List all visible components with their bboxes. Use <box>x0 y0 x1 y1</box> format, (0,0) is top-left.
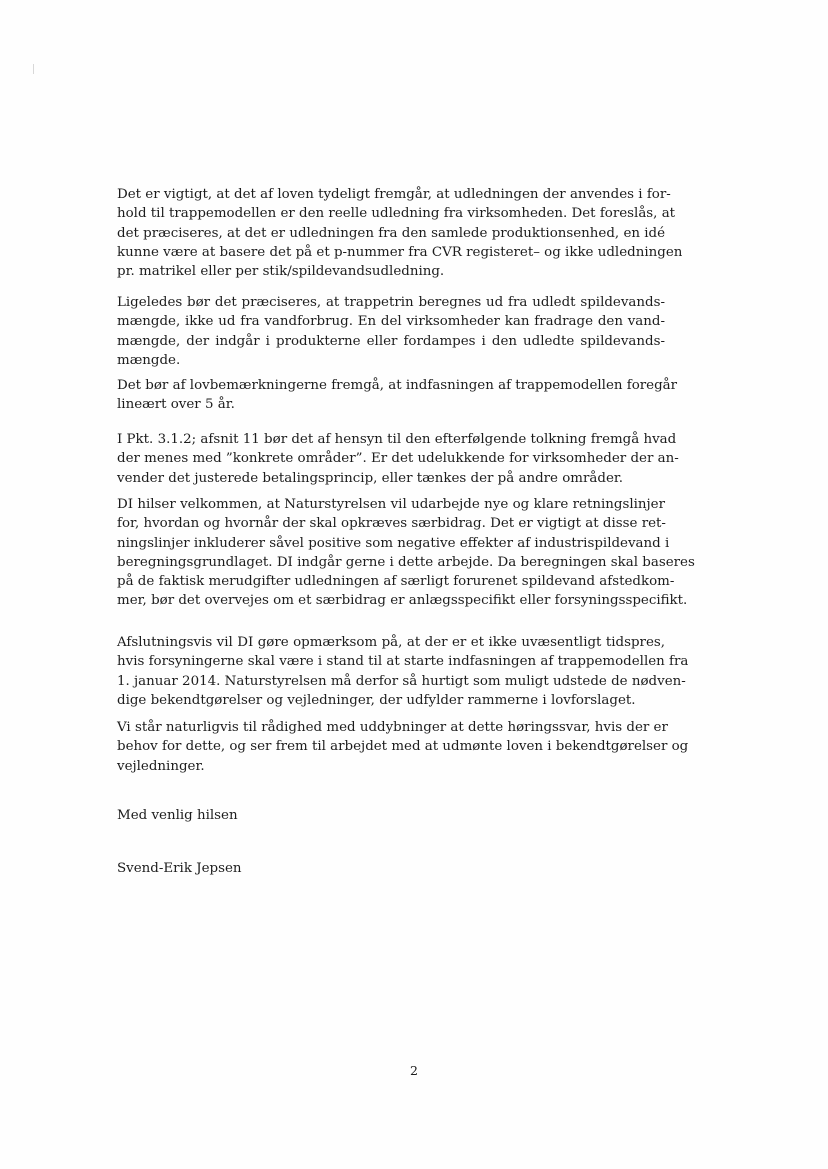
text-line: DI hilser velkommen, at Naturstyrelsen vil udarbejde nye og klare retningslinjer <box>117 497 665 512</box>
text-line: beregningsgrundlaget. DI indgår gerne i dette arbejde. Da beregningen skal baseres <box>117 554 695 570</box>
paragraph-specific-areas <box>117 430 679 488</box>
text-line: det præciseres, at det er udledningen fra den samlede produktionsenhed, en idé <box>117 225 666 241</box>
text-line: mængde, ikke ud fra vandforbrug. En del virksomheder kan fradrage den vand- <box>117 314 665 330</box>
text-line: ningslinjer inkluderer såvel positive som negative effekter af industrispildevand i <box>117 535 670 551</box>
signatory-name: Svend-Erik Jepsen <box>117 861 242 876</box>
text-line: Det er vigtigt, at det af loven tydeligt fremgår, at udledningen der anvendes i for- <box>117 187 671 202</box>
text-line: for, hvordan og hvornår der skal opkræves særbidrag. Det er vigtigt at disse ret- <box>117 516 666 532</box>
paragraph-availability <box>117 718 689 776</box>
text-line: mængde, der indgår i produkterne eller fordampes i den udledte spildevands- <box>117 333 665 349</box>
paragraph-special-contribution <box>117 495 695 611</box>
scan-artifact <box>33 64 34 74</box>
text-line: Det bør af lovbemærkningerne fremgå, at indfasningen af trappemodellen foregår <box>117 378 678 393</box>
text-line: pr. matrikel eller per stik/spildevandsudledning. <box>117 264 445 280</box>
text-line: I Pkt. 3.1.2; afsnit 11 bør det af hensyn til den efterfølgende tolkning fremgå hvad <box>117 432 677 447</box>
paragraph-discharge-definition <box>117 185 683 281</box>
text-line: hold til trappemodellen er den reelle udledning fra virksomheden. Det foreslås, at <box>117 206 676 222</box>
page-number: 2 <box>410 1063 418 1078</box>
text-line: behov for dette, og ser frem til arbejdet med at udmønte loven i bekendtgørelser og <box>117 739 689 755</box>
text-line: lineært over 5 år. <box>117 397 235 413</box>
text-line: på de faktisk merudgifter udledningen af særligt forurenet spildevand afstedkom- <box>117 574 675 590</box>
text-line: dige bekendtgørelser og vejledninger, der udfylder rammerne i lovforslaget. <box>117 692 636 708</box>
text-line: der menes med ”konkrete områder”. Er det udelukkende for virksomheder der an- <box>117 451 679 467</box>
text-line: vejledninger. <box>117 758 205 774</box>
text-line: 1. januar 2014. Naturstyrelsen må derfor så hurtigt som muligt udstede de nødven- <box>117 673 686 689</box>
text-line: hvis forsyningerne skal være i stand til at starte indfasningen af trappemodellen fra <box>117 654 689 670</box>
text-line: kunne være at basere det på et p-nummer fra CVR registeret– og ikke udledningen <box>117 244 683 260</box>
paragraph-wastewater-quantity <box>117 293 665 370</box>
closing-salutation: Med venlig hilsen <box>117 808 238 823</box>
text-line: Vi står naturligvis til rådighed med uddybninger at dette høringssvar, hvis der er <box>117 720 668 735</box>
text-line: Afslutningsvis vil DI gøre opmærksom på, at der er et ikke uvæsentligt tidspres, <box>117 635 665 650</box>
text-line: mængde. <box>117 352 181 368</box>
text-line: mer, bør det overvejes om et særbidrag er anlægsspecifikt eller forsyningsspecifikt. <box>117 593 688 609</box>
paragraph-time-pressure <box>117 633 689 710</box>
text-line: vender det justerede betalingsprincip, eller tænkes der på andre områder. <box>117 470 624 486</box>
text-line: Ligeledes bør det præciseres, at trappetrin beregnes ud fra udledt spildevands- <box>117 295 665 310</box>
paragraph-phase-in <box>117 376 678 415</box>
